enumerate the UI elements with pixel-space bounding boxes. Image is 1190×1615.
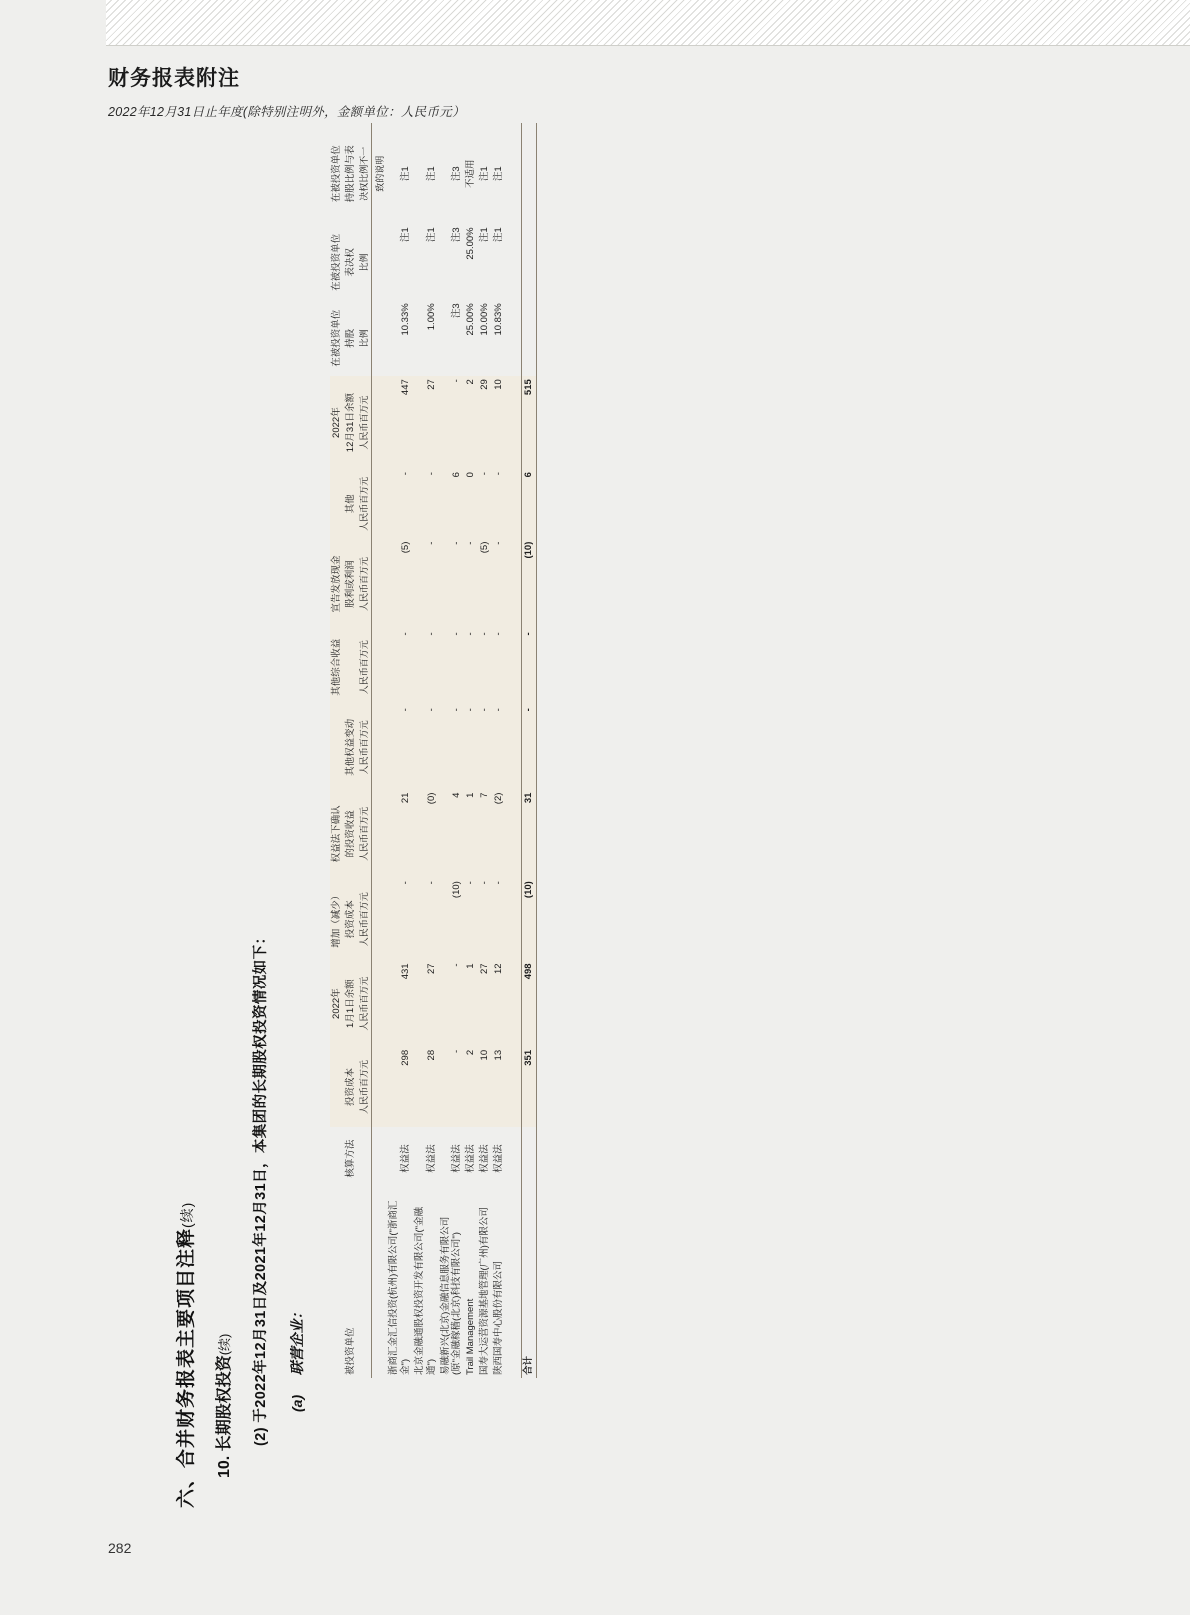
row-closing: - — [439, 376, 465, 469]
row-closing: 10 — [492, 376, 506, 469]
total-other-equity: - — [521, 705, 536, 789]
note-header-line4: 致的说明 — [374, 155, 385, 192]
header-unit-1: 人民币百万元 — [358, 1046, 372, 1126]
spacer-cell — [506, 300, 522, 376]
header-investment-cost: 投资成本 — [344, 1046, 358, 1126]
row-note: 注1 — [493, 165, 504, 181]
row-other-income: - — [413, 629, 439, 705]
row-change: - — [478, 878, 492, 960]
table-row — [464, 123, 478, 1378]
row-profit-recognized: (0) — [413, 789, 439, 878]
row-closing: 29 — [478, 376, 492, 469]
spacer-cell — [506, 469, 522, 539]
row-other-equity: - — [387, 705, 413, 789]
row-invested-unit: 北京金融通股权投资开发有限公司("金融通") — [413, 1206, 437, 1375]
row-cash-dividend: - — [464, 538, 478, 629]
header-share-ratio-line2: 持股 — [344, 328, 356, 348]
header-blank-7 — [358, 1127, 372, 1190]
row-invested-unit: 浙商汇金汇信投资(杭州)有限公司("浙商汇金") — [388, 1200, 411, 1375]
row-method: 权益法 — [465, 1143, 477, 1173]
header-profit-line1: 权益法下确认 — [330, 789, 344, 878]
row-other-equity: - — [478, 705, 492, 789]
row-investment-cost: 298 — [387, 1046, 413, 1126]
row-method: 权益法 — [479, 1143, 491, 1173]
spacer-cell — [372, 538, 388, 629]
row-other-equity: - — [413, 705, 439, 789]
row-change: - — [464, 878, 478, 960]
item-heading: (2) 于2022年12月31日及2021年12月31日，本集团的长期股权投资情况如下： — [253, 929, 269, 1446]
row-profit-recognized: 21 — [387, 789, 413, 878]
row-share-ratio: 25.00% — [465, 302, 477, 336]
decorative-hatch-band — [106, 0, 1190, 46]
header-blank-4 — [330, 705, 344, 789]
row-invested-unit: Trail Management — [465, 1298, 477, 1375]
row-cash-dividend: (5) — [478, 538, 492, 629]
row-change: - — [413, 878, 439, 960]
row-opening: 431 — [387, 960, 413, 1046]
spacer-cell — [506, 538, 522, 629]
header-blank-1 — [330, 1190, 344, 1378]
header-note-line2: 持股比例与表 — [344, 144, 356, 202]
total-investment-cost: 351 — [521, 1046, 536, 1126]
table-body — [372, 123, 537, 1378]
total-vote-ratio — [521, 224, 536, 300]
row-profit-recognized: 7 — [478, 789, 492, 878]
row-cash-dividend: (5) — [387, 538, 413, 629]
row-method: 权益法 — [451, 1143, 463, 1173]
total-share-ratio — [521, 300, 536, 376]
header-change-line2: 投资成本 — [344, 878, 358, 960]
item-subheading-marker: (a) — [289, 1394, 305, 1412]
header-blank-6 — [358, 1190, 372, 1378]
header-invested-unit: 被投资单位 — [344, 1326, 356, 1375]
header-share-ratio-line3: 比例 — [358, 300, 372, 376]
subsection-heading-text: 10. 长期股权投资 — [216, 1354, 233, 1478]
spacer-cell — [506, 376, 522, 469]
row-change: (10) — [439, 878, 465, 960]
header-closing-year: 2022年 — [330, 376, 344, 469]
spacer-cell — [506, 1127, 522, 1190]
spacer-cell — [372, 1046, 388, 1126]
item-subheading-label: 联营企业： — [289, 1304, 305, 1375]
header-unit-4: 人民币百万元 — [358, 789, 372, 878]
row-note: 不适用 — [465, 158, 477, 188]
table-row — [478, 123, 492, 1378]
row-opening: - — [439, 960, 465, 1046]
header-unit-5: 人民币百万元 — [358, 705, 372, 789]
row-closing: 2 — [464, 376, 478, 469]
table-spacer-row-2 — [506, 123, 522, 1378]
row-investment-cost: 2 — [464, 1046, 478, 1126]
item-subheading — [287, 1305, 307, 1412]
row-other-income: - — [478, 629, 492, 705]
header-vote-ratio-line1: 在被投资单位 — [331, 233, 342, 291]
spacer-cell — [506, 1046, 522, 1126]
row-invested-unit: 易融新兴(北京)金融信息服务有限公司(原"金融稼穑(北京)科技有限公司") — [439, 1216, 463, 1375]
row-note: 注1 — [479, 165, 491, 181]
row-investment-cost: 28 — [413, 1046, 439, 1126]
spacer-cell — [506, 123, 522, 224]
header-change-line1: 增加（减少） — [330, 878, 344, 960]
row-other-equity: - — [464, 705, 478, 789]
spacer-cell — [372, 1127, 388, 1190]
row-other: - — [478, 469, 492, 539]
spacer-cell — [372, 300, 388, 376]
spacer-cell — [372, 1190, 388, 1378]
page-title: 财务报表附注 — [108, 67, 240, 90]
header-share-ratio-line1: 在被投资单位 — [331, 309, 342, 367]
header-profit-line2: 的投资收益 — [344, 789, 358, 878]
total-opening: 498 — [521, 960, 536, 1046]
subsection-heading — [211, 1333, 234, 1477]
header-unit-3: 人民币百万元 — [358, 878, 372, 960]
section-heading — [171, 1201, 198, 1507]
header-other-equity: 其他权益变动 — [344, 705, 358, 789]
spacer-cell — [372, 705, 388, 789]
header-other: 其他 — [344, 469, 358, 539]
header-closing-date: 12月31日余额 — [344, 376, 358, 469]
row-closing: 27 — [413, 376, 439, 469]
rotated-page-body — [145, 108, 1045, 1508]
row-method: 权益法 — [399, 1143, 411, 1173]
row-method: 权益法 — [493, 1143, 504, 1173]
row-opening: 1 — [464, 960, 478, 1046]
total-label: 合计 — [521, 1190, 536, 1378]
spacer-cell — [506, 960, 522, 1046]
spacer-cell — [506, 224, 522, 300]
header-unit-9: 人民币百万元 — [358, 376, 372, 469]
row-cash-dividend: - — [492, 538, 506, 629]
row-opening: 27 — [478, 960, 492, 1046]
row-share-ratio: 10.33% — [399, 302, 411, 336]
header-vote-ratio-line3: 比例 — [358, 224, 372, 300]
table-header-row-units — [358, 123, 372, 1378]
row-other: - — [413, 469, 439, 539]
total-profit-recognized: 31 — [521, 789, 536, 878]
row-note: 注1 — [399, 165, 411, 181]
table-header-row-labels — [344, 123, 358, 1378]
row-invested-unit: 陕西国寿中心股份有限公司 — [493, 1260, 504, 1375]
total-other-income: - — [521, 629, 536, 705]
row-vote-ratio: 注1 — [479, 226, 491, 242]
table-spacer-row — [372, 123, 388, 1378]
page-subtitle: 2022年12月31日止年度(除特别注明外，金额单位：人民币元） — [108, 105, 465, 119]
header-cash-dividend-line2: 股利或利润 — [344, 538, 358, 629]
row-other: 0 — [464, 469, 478, 539]
spacer-cell — [372, 629, 388, 705]
total-method-blank — [521, 1127, 536, 1190]
header-unit-6: 人民币百万元 — [358, 629, 372, 705]
row-vote-ratio: 25.00% — [465, 226, 477, 260]
total-closing: 515 — [521, 376, 536, 469]
row-investment-cost: - — [439, 1046, 465, 1126]
table-header-row-group — [330, 123, 344, 1378]
header-note-line1: 在被投资单位 — [331, 144, 342, 202]
row-invested-unit: 国寿大运营资源基地管理(广州)有限公司 — [479, 1206, 491, 1375]
header-method: 核算方法 — [344, 1139, 356, 1178]
header-unit-8: 人民币百万元 — [358, 469, 372, 539]
row-share-ratio: 10.83% — [493, 302, 504, 336]
row-other-equity: - — [492, 705, 506, 789]
header-cash-dividend-line1: 宣告发放现金 — [330, 538, 344, 629]
row-other: 6 — [439, 469, 465, 539]
header-vote-ratio-line2: 表决权 — [344, 247, 356, 277]
row-vote-ratio: 注1 — [399, 226, 411, 242]
row-other-income: - — [492, 629, 506, 705]
long-term-equity-investment-table-wrapper — [330, 123, 537, 1378]
header-unit-2: 人民币百万元 — [358, 960, 372, 1046]
spacer-cell — [372, 878, 388, 960]
table-row — [492, 123, 506, 1378]
spacer-cell — [372, 960, 388, 1046]
header-opening-year: 2022年 — [330, 960, 344, 1046]
header-other-income-2 — [344, 629, 358, 705]
spacer-cell — [372, 224, 388, 300]
total-other: 6 — [521, 469, 536, 539]
row-share-ratio: 10.00% — [479, 302, 491, 336]
row-other-income: - — [439, 629, 465, 705]
row-profit-recognized: (2) — [492, 789, 506, 878]
table-row — [387, 123, 413, 1378]
header-opening-date: 1月1日余额 — [344, 960, 358, 1046]
total-cash-dividend: (10) — [521, 538, 536, 629]
row-vote-ratio: 注1 — [493, 226, 504, 242]
row-cash-dividend: - — [439, 538, 465, 629]
table-row — [413, 123, 439, 1378]
header-unit-7: 人民币百万元 — [358, 538, 372, 629]
section-heading-continued: (续) — [179, 1201, 195, 1228]
spacer-cell — [506, 878, 522, 960]
row-note: 注3 — [451, 165, 463, 181]
row-opening: 27 — [413, 960, 439, 1046]
subsection-heading-continued: (续) — [217, 1333, 232, 1355]
section-heading-text: 六、合并财务报表主要项目注释 — [176, 1227, 197, 1508]
total-change: (10) — [521, 878, 536, 960]
row-method: 权益法 — [425, 1143, 437, 1173]
row-investment-cost: 13 — [492, 1046, 506, 1126]
page-number: 282 — [108, 1540, 132, 1556]
header-blank-2 — [330, 1127, 344, 1190]
row-closing: 447 — [387, 376, 413, 469]
row-other-equity: - — [439, 705, 465, 789]
header-note-line3: 决权比例不一 — [358, 123, 372, 224]
row-profit-recognized: 4 — [439, 789, 465, 878]
row-other: - — [387, 469, 413, 539]
header-blank-5 — [330, 469, 344, 539]
row-vote-ratio: 注3 — [451, 226, 463, 242]
row-other-income: - — [387, 629, 413, 705]
header-other-income: 其他综合收益 — [330, 629, 344, 705]
row-opening: 12 — [492, 960, 506, 1046]
row-profit-recognized: 1 — [464, 789, 478, 878]
row-cash-dividend: - — [413, 538, 439, 629]
row-share-ratio: 注3 — [451, 302, 463, 318]
spacer-cell — [506, 705, 522, 789]
row-change: - — [387, 878, 413, 960]
row-other-income: - — [464, 629, 478, 705]
table-total-row — [521, 123, 536, 1378]
row-investment-cost: 10 — [478, 1046, 492, 1126]
spacer-cell — [506, 1190, 522, 1378]
row-change: - — [492, 878, 506, 960]
header-blank-3 — [330, 1046, 344, 1126]
long-term-equity-investment-table — [330, 123, 537, 1378]
table-row — [439, 123, 465, 1378]
row-other: - — [492, 469, 506, 539]
spacer-cell — [372, 376, 388, 469]
spacer-cell — [506, 789, 522, 878]
spacer-cell — [372, 469, 388, 539]
row-share-ratio: 1.00% — [425, 302, 437, 330]
spacer-cell — [372, 789, 388, 878]
spacer-cell — [506, 629, 522, 705]
row-note: 注1 — [425, 165, 437, 181]
row-vote-ratio: 注1 — [425, 226, 437, 242]
total-note — [521, 123, 536, 224]
